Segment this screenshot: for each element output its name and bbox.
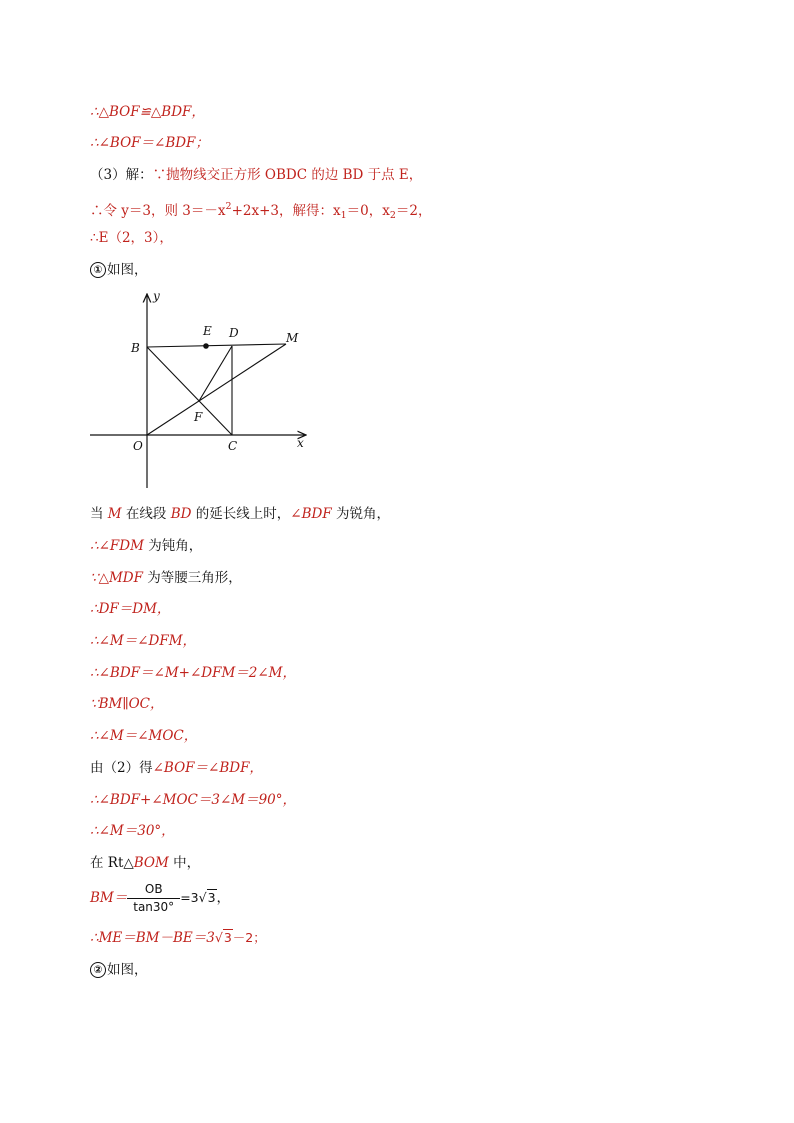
line-ninety: ∴∠BDF+∠MOC＝3∠M＝90°，	[90, 792, 297, 808]
triangle-bom: BOM	[133, 855, 169, 871]
text-segment: 在 Rt△	[90, 855, 134, 871]
line-bm-value	[90, 881, 230, 915]
bm-equals: BM＝	[90, 890, 128, 906]
line-isosceles	[90, 569, 242, 587]
text-segment: ，	[216, 890, 231, 906]
fraction-denominator: tan30°	[133, 900, 175, 914]
line-point-e: ∴E（2，3），	[90, 230, 173, 246]
line-me-value	[90, 929, 266, 947]
line-case1-heading	[90, 261, 148, 279]
eq-exponent: 2	[225, 201, 232, 212]
me-tail: －2；	[232, 930, 266, 945]
text-segment: 由（2）得	[90, 760, 153, 776]
eq-part1: ∴令 y＝3，则 3＝－x	[90, 203, 226, 219]
line-congruence: ∴△BOF≌△BDF，	[90, 104, 205, 120]
radicand: 3	[207, 890, 216, 905]
eq-part3: ＝0，x	[346, 203, 390, 219]
fraction-numerator: OB	[127, 882, 180, 899]
part3-condition: ∵抛物线交正方形 OBDC 的边 BD 于点 E，	[152, 167, 423, 183]
line-angle-m-dfm: ∴∠M＝∠DFM，	[90, 633, 197, 649]
line-parallel: ∵BM∥OC，	[90, 696, 164, 712]
sqrt-three: √3	[198, 890, 216, 905]
label-o: O	[133, 439, 143, 453]
bm-result: =3	[180, 890, 199, 905]
line-right-triangle	[90, 854, 200, 872]
text-segment: 在线段	[121, 506, 171, 522]
case-number-1: ①	[90, 262, 106, 278]
angle-relation: ∠BOF＝∠BDF，	[152, 760, 263, 776]
line-df-dm: ∴DF＝DM，	[90, 601, 171, 617]
fraction-ob-tan	[127, 882, 180, 915]
line-solve-equation	[90, 198, 431, 225]
label-f: F	[194, 410, 203, 424]
text-segment: 中，	[168, 855, 201, 871]
eq-sub2: 2	[389, 210, 396, 221]
coordinate-figure	[88, 288, 318, 490]
text-segment: 为等腰三角形，	[143, 570, 242, 586]
line-case1-condition	[90, 505, 390, 523]
eq-sub1: 1	[340, 210, 347, 221]
text-segment: 为锐角，	[331, 506, 390, 522]
point-e-dot	[203, 343, 209, 349]
line-from-part2	[90, 759, 263, 777]
segment-bc	[147, 347, 232, 435]
case2-text: 如图，	[107, 962, 148, 978]
segment-df	[199, 346, 232, 401]
label-b: B	[131, 341, 140, 355]
label-d: D	[229, 326, 239, 340]
line-obtuse	[90, 537, 202, 555]
label-e: E	[203, 324, 212, 338]
eq-part2: +2x+3，解得：x	[231, 203, 341, 219]
case-number-2: ②	[90, 962, 106, 978]
line-thirty: ∴∠M＝30°，	[90, 823, 175, 839]
angle-fdm: ∴∠FDM	[90, 538, 144, 554]
label-c: C	[228, 439, 238, 453]
me-expression: ∴ME＝BM－BE＝3	[90, 930, 215, 946]
line-angle-equal: ∴∠BOF＝∠BDF；	[90, 135, 209, 151]
line-angle-moc: ∴∠M＝∠MOC，	[90, 728, 198, 744]
eq-part4: ＝2，	[395, 203, 432, 219]
segment-om	[147, 344, 286, 435]
sqrt-three: √3	[214, 930, 232, 945]
text-segment: 的延长线上时，	[191, 506, 291, 522]
radicand: 3	[223, 930, 232, 945]
triangle-mdf: ∵△MDF	[90, 570, 143, 586]
label-m: M	[286, 331, 299, 345]
segment-bm	[147, 344, 286, 347]
segment-name: BD	[170, 506, 192, 522]
angle-bdf: ∠BDF	[290, 506, 332, 522]
line-part3-intro	[90, 166, 422, 184]
case1-text: 如图，	[107, 262, 148, 278]
point-m: M	[107, 506, 122, 522]
part3-label: （3）解：	[90, 167, 153, 183]
label-y: y	[153, 289, 160, 303]
label-x: x	[297, 436, 304, 450]
text-segment: 当	[90, 506, 108, 522]
line-angle-sum: ∴∠BDF＝∠M+∠DFM＝2∠M，	[90, 665, 297, 681]
line-case2-heading	[90, 961, 148, 979]
text-segment: 为钝角，	[143, 538, 203, 554]
